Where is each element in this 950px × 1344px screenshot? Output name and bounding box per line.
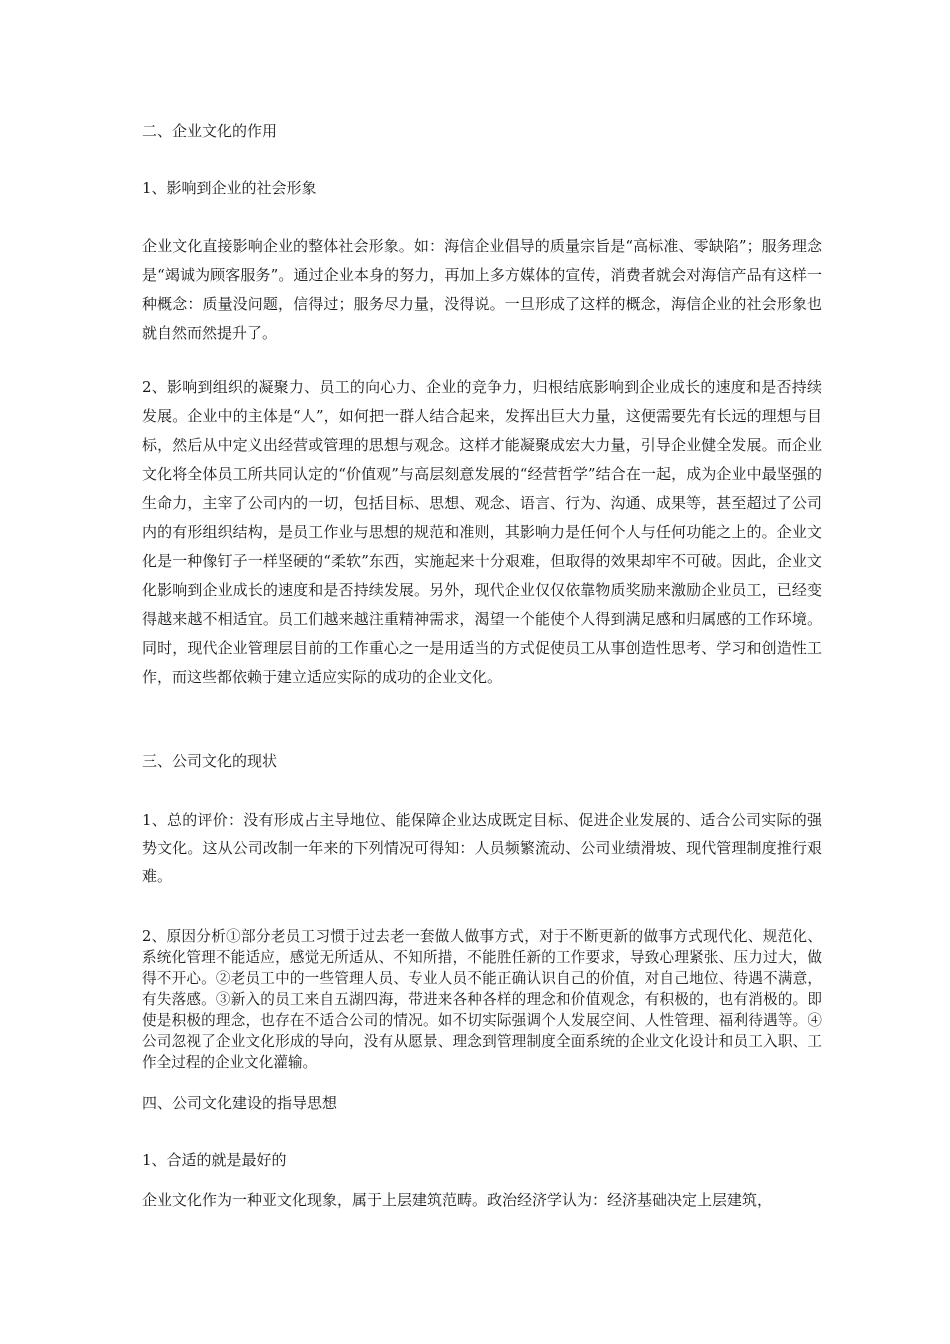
- section-heading-2: 二、企业文化的作用: [142, 122, 278, 140]
- paragraph-3-2: 2、原因分析①部分老员工习惯于过去老一套做人做事方式，对于不断更新的做事方式现代化、规范化、系统化管理不能适应，感觉无所适从、不知所措，不能胜任新的工作要求，导致心理紧张、压力过大，做得不开心。②老员工中的一些管理人员、专业人员不能正确认识自己的价值，对自己地位、待遇不满意，有失落感。③新入的员工来自五湖四海，带进来各种各样的理念和价值观念，有积极的，也有消极的。即使是积极的理念，也存在不适合公司的情况。如不切实际强调个人发展空间、人性管理、福利待遇等。④公司忽视了企业文化形成的导向，没有从愿景、理念到管理制度全面系统的企业文化设计和员工入职、工作全过程的企业文化灌输。: [142, 928, 822, 1071]
- paragraph-3-1: 1、总的评价：没有形成占主导地位、能保障企业达成既定目标、促进企业发展的、适合公司实际的强势文化。这从公司改制一年来的下列情况可得知：人员频繁流动、公司业绩滑坡、现代管理制度推行艰难。: [142, 811, 822, 885]
- paragraph-2-1: 企业文化直接影响企业的整体社会形象。如：海信企业倡导的质量宗旨是“高标准、零缺陷”；服务理念是“竭诚为顾客服务”。通过企业本身的努力，再加上多方媒体的宣传，消费者就会对海信产品有这样一种概念：质量没问题，信得过；服务尽力量，没得说。一旦形成了这样的概念，海信企业的社会形象也就自然而然提升了。: [142, 237, 822, 342]
- section-heading-3: 三、公司文化的现状: [142, 752, 278, 770]
- subsection-heading-4-1: 1、合适的就是最好的: [142, 1151, 287, 1169]
- subsection-heading-2-1: 1、影响到企业的社会形象: [142, 179, 317, 197]
- paragraph-4-1: 企业文化作为一种亚文化现象，属于上层建筑范畴。政治经济学认为：经济基础决定上层建筑，: [142, 1191, 773, 1209]
- section-heading-4: 四、公司文化建设的指导思想: [142, 1094, 338, 1112]
- paragraph-2-2: 2、影响到组织的凝聚力、员工的向心力、企业的竞争力，归根结底影响到企业成长的速度和是否持续发展。企业中的主体是“人”，如何把一群人结合起来，发挥出巨大力量，这便需要先有长远的理想与目标，然后从中定义出经营或管理的思想与观念。这样才能凝聚成宏大力量，引导企业健全发展。而企业文化将全体员工所共同认定的“价值观”与高层刻意发展的“经营哲学”结合在一起，成为企业中最坚强的生命力，主宰了公司内的一切，包括目标、思想、观念、语言、行为、沟通、成果等，甚至超过了公司内的有形组织结构，是员工作业与思想的规范和准则，其影响力是任何个人与任何功能之上的。企业文化是一种像钉子一样坚硬的“柔软”东西，实施起来十分艰难，但取得的效果却牢不可破。因此，企业文化影响到企业成长的速度和是否持续发展。另外，现代企业仅仅依靠物质奖励来激励企业员工，已经变得越来越不相适宜。员工们越来越注重精神需求，渴望一个能使个人得到满足感和归属感的工作环境。同时，现代企业管理层目前的工作重心之一是用适当的方式促使员工从事创造性思考、学习和创造性工作，而这些都依赖于建立适应实际的成功的企业文化。: [142, 378, 822, 686]
